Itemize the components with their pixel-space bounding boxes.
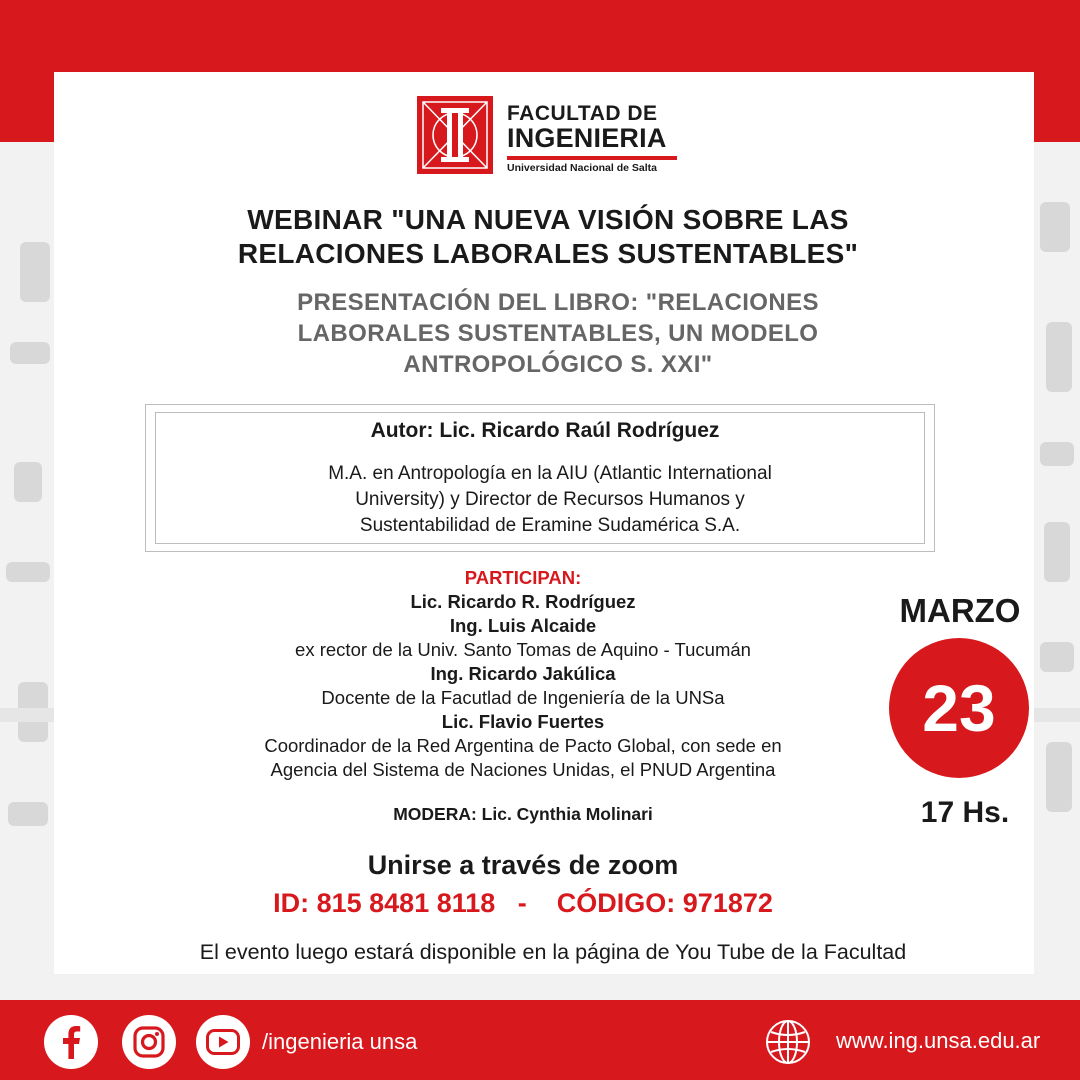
logo-text-line3: Universidad Nacional de Salta (507, 162, 657, 174)
subtitle-line: ANTROPOLÓGICO S. XXI" (403, 351, 713, 378)
webinar-title (160, 203, 936, 271)
event-day-badge (889, 638, 1029, 778)
faculty-logo-icon (417, 96, 493, 174)
faculty-logo (417, 96, 677, 176)
participants-label: PARTICIPAN: (464, 567, 582, 588)
event-day: 23 (922, 671, 996, 745)
participant-role: ex rector de la Univ. Santo Tomas de Aquino - Tucumán (295, 639, 751, 660)
event-month: MARZO (899, 592, 1021, 629)
facebook-link[interactable] (44, 1015, 98, 1069)
youtube-icon (206, 1029, 240, 1055)
website-link[interactable]: www.ing.unsa.edu.ar (836, 1028, 1041, 1053)
instagram-icon (133, 1026, 165, 1058)
participants-list (180, 566, 866, 782)
subtitle-line: LABORALES SUSTENTABLES, UN MODELO (297, 320, 819, 347)
logo-text-line1: FACULTAD DE (507, 102, 658, 125)
logo-divider (507, 156, 677, 160)
participant-role: Docente de la Facutlad de Ingeniería de la UNSa (321, 687, 725, 708)
subtitle-line: PRESENTACIÓN DEL LIBRO: "RELACIONES (297, 289, 819, 316)
youtube-availability-note: El evento luego estará disponible en la página de You Tube de la Facultad (199, 940, 907, 964)
social-handle[interactable]: /ingenieria unsa (262, 1029, 418, 1054)
globe-icon (764, 1018, 812, 1066)
event-time: 17 Hs. (920, 796, 1010, 829)
zoom-join-text: Unirse a través de zoom (367, 850, 679, 880)
author-name: Autor: Lic. Ricardo Raúl Rodríguez (370, 419, 720, 442)
bio-line: University) y Director de Recursos Humanos y (355, 489, 745, 510)
bio-line: M.A. en Antropología en la AIU (Atlantic International (328, 463, 772, 484)
zoom-id-code: ID: 815 8481 8118 - CÓDIGO: 971872 (273, 888, 773, 918)
participant-name: Ing. Ricardo Jakúlica (430, 663, 616, 684)
logo-text-line2: INGENIERIA (507, 123, 667, 153)
participant-role: Coordinador de la Red Argentina de Pacto Global, con sede en (264, 735, 782, 756)
title-line: RELACIONES LABORALES SUSTENTABLES" (237, 238, 859, 269)
moderator: MODERA: Lic. Cynthia Molinari (393, 804, 653, 824)
instagram-link[interactable] (122, 1015, 176, 1069)
book-presentation-subtitle (180, 287, 936, 380)
author-bio (240, 461, 860, 539)
participant-name: Ing. Luis Alcaide (449, 615, 597, 636)
facebook-icon (56, 1025, 86, 1059)
youtube-link[interactable] (196, 1015, 250, 1069)
title-line: WEBINAR "UNA NUEVA VISIÓN SOBRE LAS (247, 204, 849, 235)
bio-line: Sustentabilidad de Eramine Sudamérica S.A. (359, 515, 741, 536)
participant-role: Agencia del Sistema de Naciones Unidas, el PNUD Argentina (270, 759, 776, 780)
participant-name: Lic. Flavio Fuertes (441, 711, 605, 732)
participant-name: Lic. Ricardo R. Rodríguez (410, 591, 636, 612)
